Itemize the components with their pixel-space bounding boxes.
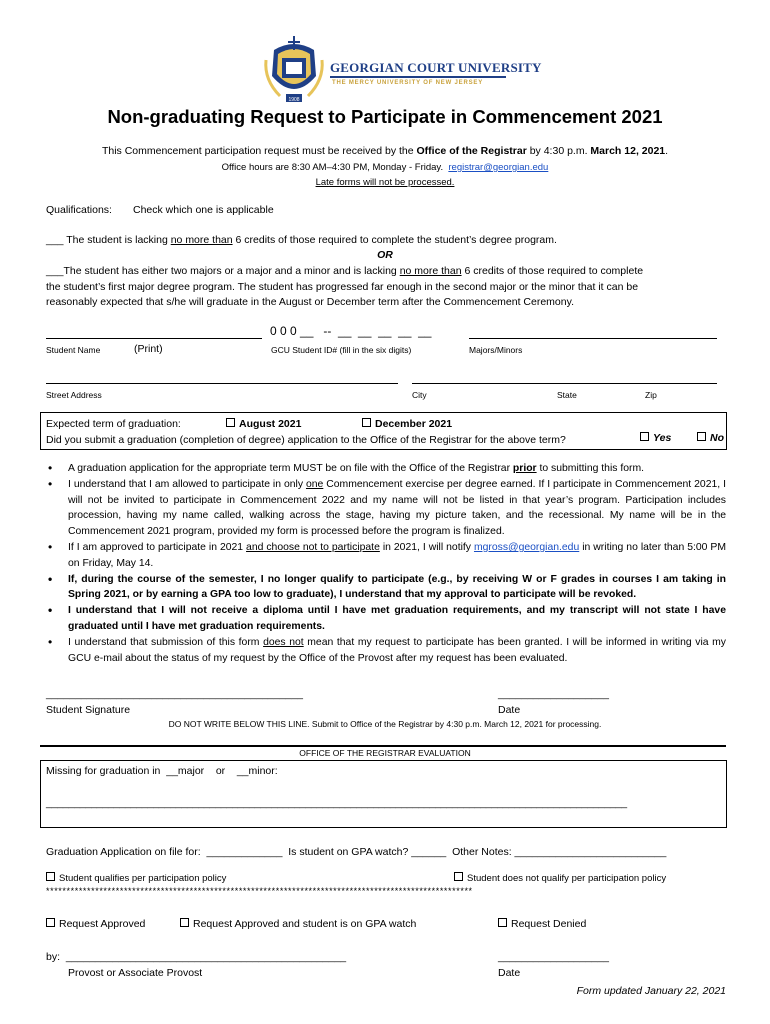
print-label: (Print) — [134, 343, 163, 355]
svg-text:1908: 1908 — [288, 97, 300, 103]
approved-gpa-watch-checkbox[interactable] — [180, 918, 416, 930]
missing-for-graduation: Missing for graduation in __major or __minor: — [46, 765, 278, 777]
deadline-date: March 12, 2021 — [590, 145, 666, 157]
request-denied-label: Request Denied — [511, 918, 587, 930]
list-item: • I understand that I will not receive a diploma until I have met graduation requirements, and my transcript will not state I have graduated until I have met graduation requirements. — [44, 603, 726, 635]
missing-details-line[interactable]: _______________________________________________________________________________________________________ — [46, 797, 627, 809]
provost-date-label: Date — [498, 967, 521, 979]
signature-line[interactable]: ____________________________________________ — [46, 688, 303, 700]
university-name: GEORGIAN COURT UNIVERSITY — [330, 60, 542, 75]
expected-term-label: Expected term of graduation: — [46, 418, 181, 430]
registrar-divider — [40, 745, 726, 747]
list-item: • A graduation application for the appropriate term MUST be on file with the Office of the Registrar prior to submitting this form. — [44, 461, 726, 477]
majors-label: Majors/Minors — [469, 345, 523, 355]
provost-email-link[interactable]: mgross@georgian.edu — [473, 541, 580, 553]
graduation-application-row[interactable]: Graduation Application on file for: _____________ Is student on GPA watch? ______ Other Notes: __________________________ — [46, 846, 667, 858]
student-name-line[interactable] — [46, 338, 262, 339]
provost-date-line[interactable]: ___________________ — [498, 951, 609, 963]
intro-deadline — [0, 145, 770, 157]
student-signature-label: Student Signature — [46, 704, 131, 716]
checkbox-icon — [697, 432, 706, 441]
star-separator: ******************************************************************************************************** — [46, 886, 473, 896]
list-item: • If I am approved to participate in 2021 and choose not to participate in 2021, I will notify mgross@georgian.edu in writing no later than 5:00 PM on Friday, May 14. — [44, 540, 726, 572]
office-hours — [0, 162, 770, 173]
city-state-zip-line[interactable] — [412, 383, 717, 384]
option-text: 6 credits of those required to complete the student’s degree program. — [232, 234, 557, 246]
university-tagline: THE MERCY UNIVERSITY OF NEW JERSEY — [332, 80, 483, 86]
checkbox-icon — [46, 872, 55, 881]
gcu-id-label: GCU Student ID# (fill in the six digits) — [271, 345, 412, 355]
checkbox-icon — [362, 418, 371, 427]
intro-text: by 4:30 p.m. — [526, 145, 591, 157]
or-separator: OR — [377, 249, 393, 261]
august-label: August 2021 — [239, 418, 302, 430]
request-approved-checkbox[interactable] — [46, 918, 145, 930]
city-label: City — [412, 390, 427, 400]
yes-label: Yes — [653, 432, 672, 444]
application-question: Did you submit a graduation (completion of degree) application to the Office of the Registrar for the above term? — [46, 434, 566, 446]
street-address-line[interactable] — [46, 383, 398, 384]
qualifies-checkbox[interactable] — [46, 872, 226, 884]
checkbox-icon — [180, 918, 189, 927]
list-item: • I understand that submission of this form does not mean that my request to participate has been granted. I will be informed in writing via my GCU e-mail about the status of my request by the Office of the Provost after my request has been evaluated. — [44, 635, 726, 667]
form-updated-note: Form updated January 22, 2021 — [576, 985, 726, 997]
checkbox-icon — [226, 418, 235, 427]
form-title: Non-graduating Request to Participate in Commencement 2021 — [107, 106, 663, 127]
qualification-option-2[interactable] — [46, 264, 726, 311]
approved-gpa-label: Request Approved and student is on GPA watch — [193, 918, 417, 930]
registrar-office: Office of the Registrar — [416, 145, 527, 157]
option-text: 6 credits of those required to complete — [461, 265, 644, 277]
not-qualify-checkbox[interactable] — [454, 872, 666, 884]
signature-date-label: Date — [498, 704, 521, 716]
registrar-eval-heading: OFFICE OF THE REGISTRAR EVALUATION — [299, 748, 471, 758]
signature-date-line[interactable]: ___________________ — [498, 688, 609, 700]
registrar-email-link[interactable]: registrar@georgian.edu — [448, 162, 549, 173]
student-id-field[interactable]: 0 0 0 __ -- __ __ __ __ __ — [270, 324, 432, 338]
provost-label: Provost or Associate Provost — [68, 967, 203, 979]
late-notice: Late forms will not be processed. — [315, 177, 455, 188]
checkbox-icon — [640, 432, 649, 441]
qualifies-label: Student qualifies per participation policy — [59, 873, 227, 884]
qualifications-instruction: Check which one is applicable — [133, 204, 274, 216]
yes-checkbox[interactable] — [640, 432, 671, 444]
option-emphasis: no more than — [170, 234, 233, 246]
option-emphasis: no more than — [399, 265, 462, 277]
do-not-write-notice: DO NOT WRITE BELOW THIS LINE. Submit to Office of the Registrar by 4:30 p.m. March 12, 2021 for processing. — [168, 719, 602, 729]
office-hours-text: Office hours are 8:30 AM–4:30 PM, Monday - Friday. — [221, 162, 444, 173]
qualifications-label: Qualifications: — [46, 204, 112, 216]
logo-rule — [330, 76, 506, 78]
option-text: reasonably expected that s/he will graduate in the August or December term after the Commencement Ceremony. — [46, 296, 574, 308]
checkbox-icon — [498, 918, 507, 927]
august-checkbox[interactable] — [226, 418, 301, 430]
university-seal-icon — [262, 36, 326, 104]
no-label: No — [710, 432, 724, 444]
majors-line[interactable] — [469, 338, 717, 339]
no-checkbox[interactable] — [697, 432, 724, 444]
list-item: • I understand that I am allowed to participate in only one Commencement exercise per degree earned. If I participate in Commencement 2021, I will not be invited to participate in Commencement 2022 and my name will not be listed in that year’s program. Participation includes procession, having my name called, walking across the stage, having my picture taken, and the recessional. My name will be in the Commencement 2021 program, provided my form is processed before the program is finalized. — [44, 477, 726, 540]
student-name-label: Student Name — [46, 345, 101, 355]
provost-signature-line[interactable]: by: ________________________________________________ — [46, 951, 347, 963]
state-label: State — [557, 390, 577, 400]
request-approved-label: Request Approved — [59, 918, 146, 930]
intro-text: This Commencement participation request must be received by the — [101, 145, 417, 157]
option-text: ___ The student is lacking — [46, 234, 171, 246]
intro-text: . — [665, 145, 669, 157]
december-label: December 2021 — [375, 418, 453, 430]
option-text: ___The student has either two majors or a major and a minor and is lacking — [46, 265, 400, 277]
not-qualify-label: Student does not qualify per participation policy — [467, 873, 667, 884]
qualification-option-1[interactable] — [46, 234, 557, 246]
checkbox-icon — [454, 872, 463, 881]
zip-label: Zip — [645, 390, 657, 400]
checkbox-icon — [46, 918, 55, 927]
option-text: the student’s first major degree program. The student has progressed far enough in the second major or the minor that it can be — [46, 280, 639, 293]
street-address-label: Street Address — [46, 390, 102, 400]
acknowledgement-list — [44, 461, 726, 666]
university-logo — [262, 36, 542, 104]
request-denied-checkbox[interactable] — [498, 918, 586, 930]
december-checkbox[interactable] — [362, 418, 452, 430]
list-item: • If, during the course of the semester, I no longer qualify to participate (e.g., by receiving W or F grades in courses I am taking in Spring 2021, or by earning a GPA too low to graduate), I understand that my approval to participate will be revoked. — [44, 572, 726, 604]
